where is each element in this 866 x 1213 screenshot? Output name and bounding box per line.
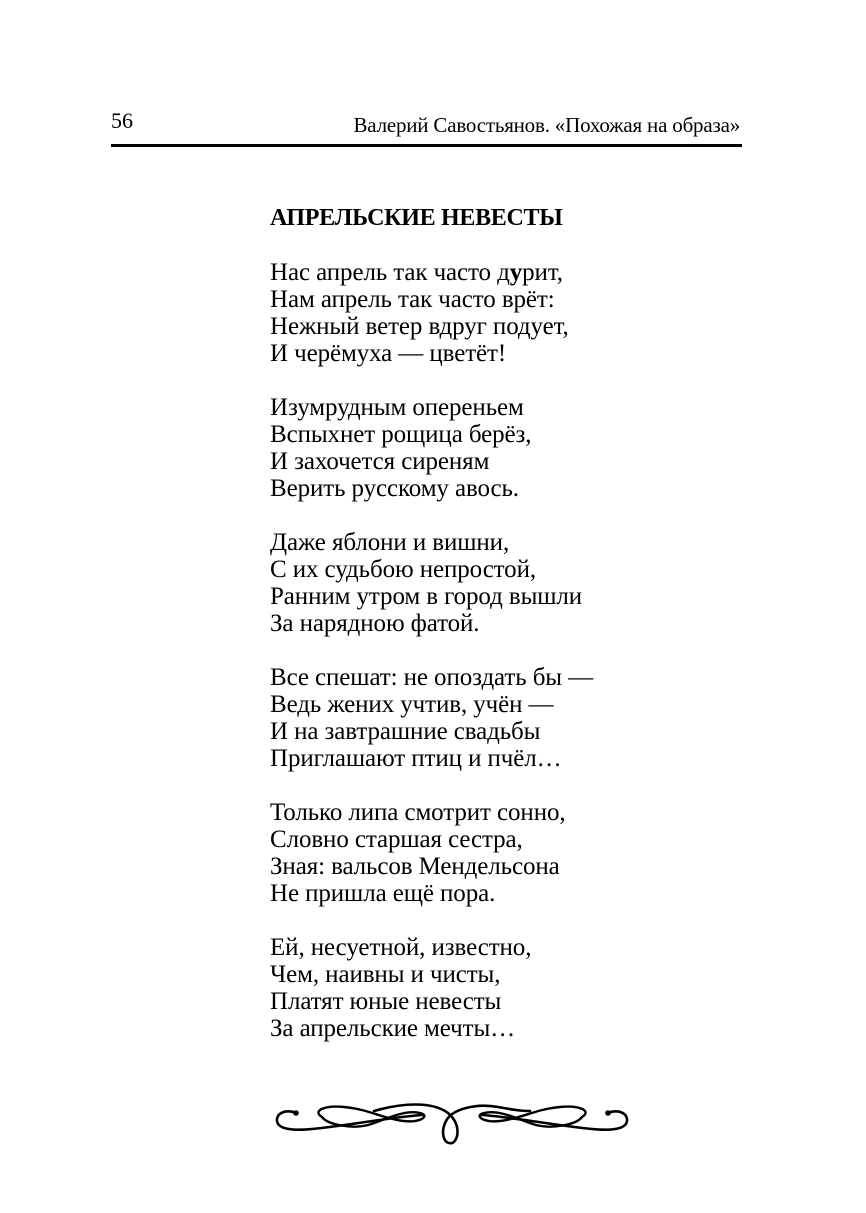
- poem-line: Верить русскому авось.: [270, 475, 519, 502]
- page-header: [111, 108, 742, 138]
- poem-line: Словно старшая сестра,: [270, 826, 523, 853]
- stress-mark: у: [509, 259, 523, 286]
- poem-line: Чем, наивны и чисты,: [270, 961, 501, 988]
- poem-line: Ей, несуетной, известно,: [270, 934, 532, 961]
- page-number: 56: [111, 108, 133, 133]
- header-rule: [111, 144, 742, 147]
- poem-line: Вспыхнет рощица берёз,: [270, 421, 532, 448]
- stanza-2: [270, 394, 690, 502]
- stanza-6: [270, 934, 690, 1042]
- poem-line: Ранним утром в город вышли: [270, 583, 583, 610]
- poem-title: АПРЕЛЬСКИЕ НЕВЕСТЫ: [270, 205, 563, 231]
- poem-line: Приглашают птиц и пчёл…: [270, 745, 562, 772]
- stanza-3: [270, 529, 690, 637]
- running-head: Валерий Савостьянов. «Похожая на образа»: [353, 113, 740, 137]
- line-part: рит,: [522, 259, 563, 286]
- poem-line: Ведь жених учтив, учён —: [270, 691, 554, 718]
- poem-line: Только липа смотрит сонно,: [270, 799, 566, 826]
- poem-line: И черёмуха — цветёт!: [270, 340, 507, 367]
- poem-line: За апрельские мечты…: [270, 1015, 516, 1042]
- poem-line: Нежный ветер вдруг подует,: [270, 313, 569, 340]
- poem-line: Нам апрель так часто врёт:: [270, 286, 555, 313]
- poem-line: И захочется сиреням: [270, 448, 490, 475]
- poem-line: Даже яблони и вишни,: [270, 529, 510, 556]
- poem-line: За нарядною фатой.: [270, 610, 480, 637]
- poem-line: И на завтрашние свадьбы: [270, 718, 541, 745]
- poem-line: Зная: вальсов Мендельсона: [270, 853, 560, 880]
- poem-line: Все спешат: не опоздать бы —: [270, 664, 594, 691]
- poem-line: С их судьбою непростой,: [270, 556, 537, 583]
- poem-line: Изумрудным опереньем: [270, 394, 524, 421]
- poem-line: Не пришла ещё пора.: [270, 880, 496, 907]
- poem: [270, 200, 690, 1069]
- stanza-4: [270, 664, 690, 772]
- stanza-1: [270, 259, 690, 367]
- line-part: Нас апрель так часто д: [270, 259, 510, 286]
- poem-line: Платят юные невесты: [270, 988, 502, 1015]
- poem-line: [270, 259, 690, 286]
- flourish-divider-icon: [272, 1095, 632, 1155]
- stanza-5: [270, 799, 690, 907]
